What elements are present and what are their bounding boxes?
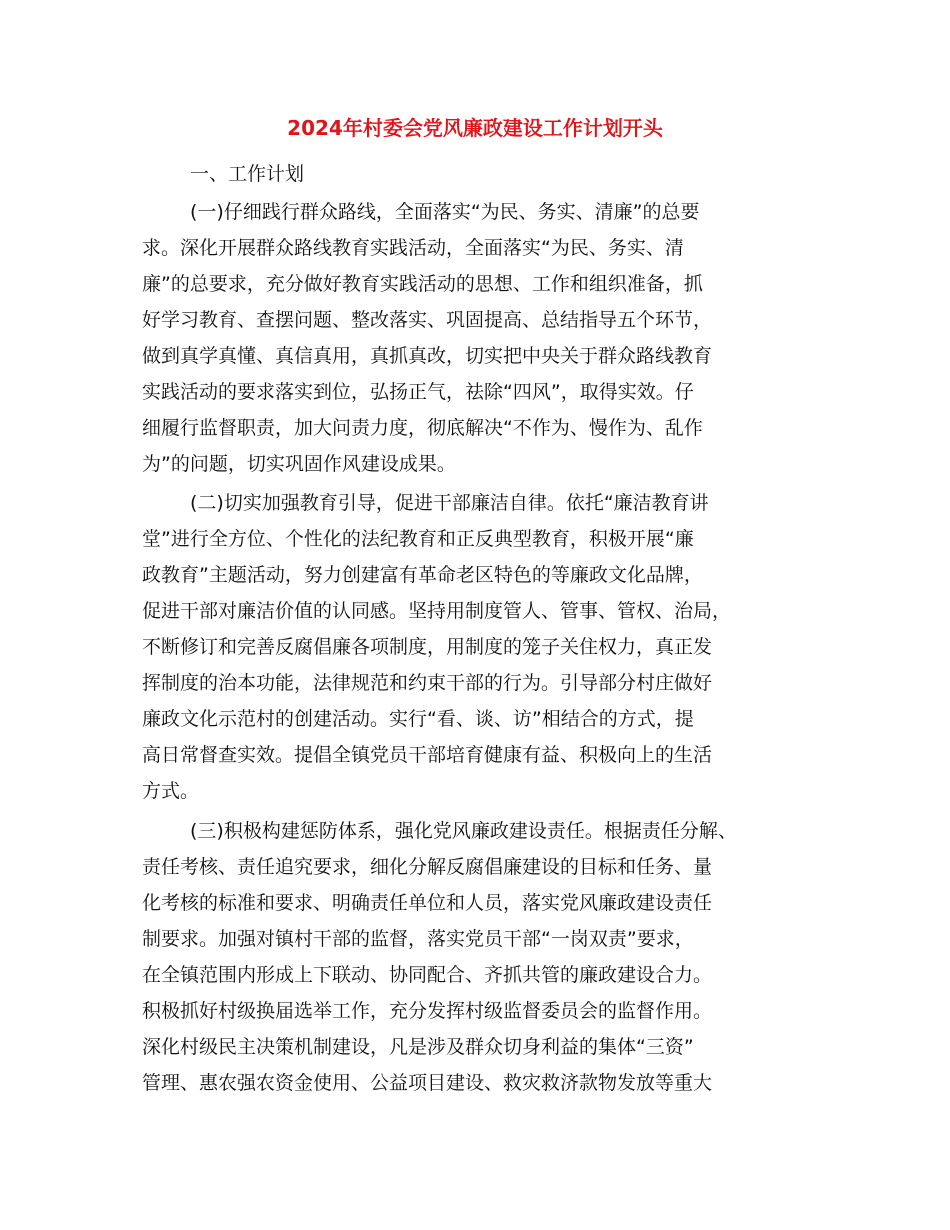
- paragraph-line: 细履行监督职责，加大问责力度，彻底解决“不作为、慢作为、乱作: [142, 417, 703, 439]
- paragraph-line: 化考核的标准和要求、明确责任单位和人员，落实党风廉政建设责任: [142, 892, 713, 914]
- paragraph-line: 责任考核、责任追究要求，细化分解反腐倡廉建设的目标和任务、量: [142, 856, 713, 878]
- paragraph-line: 廉政文化示范村的创建活动。实行“看、谈、访”相结合的方式，提: [142, 708, 694, 730]
- paragraph-line: 高日常督查实效。提倡全镇党员干部培育健康有益、积极向上的生活: [142, 744, 713, 766]
- paragraph-line: 在全镇范围内形成上下联动、协同配合、齐抓共管的廉政建设合力。: [142, 964, 713, 986]
- paragraph-line: 堂”进行全方位、个性化的法纪教育和正反典型教育，积极开展“廉: [142, 528, 694, 550]
- paragraph-line: (一)仔细践行群众路线，全面落实“为民、务实、清廉”的总要: [190, 201, 700, 223]
- paragraph-line: 为”的问题，切实巩固作风建设成果。: [142, 453, 456, 475]
- paragraph-line: 实践活动的要求落实到位，弘扬正气，祛除“四风”，取得实效。仔: [142, 381, 694, 403]
- paragraph-line: 方式。: [142, 780, 200, 802]
- paragraph-line: 好学习教育、查摆问题、整改落实、巩固提高、总结指导五个环节，: [142, 309, 713, 331]
- paragraph-line: 挥制度的治本功能，法律规范和约束干部的行为。引导部分村庄做好: [142, 672, 713, 694]
- paragraph-line: 管理、惠农强农资金使用、公益项目建设、救灾救济款物发放等重大: [142, 1072, 713, 1094]
- paragraph-line: (三)积极构建惩防体系，强化党风廉政建设责任。根据责任分解、: [190, 820, 737, 842]
- paragraph-line: 做到真学真懂、真信真用，真抓真改，切实把中央关于群众路线教育: [142, 345, 713, 367]
- paragraph-line: 积极抓好村级换届选举工作，充分发挥村级监督委员会的监督作用。: [142, 1000, 713, 1022]
- paragraph-line: (二)切实加强教育引导，促进干部廉洁自律。依托“廉洁教育讲: [190, 492, 709, 514]
- paragraph-line: 制要求。加强对镇村干部的监督，落实党员干部“一岗双责”要求，: [142, 928, 694, 950]
- paragraph-line: 廉”的总要求，充分做好教育实践活动的思想、工作和组织准备，抓: [142, 273, 703, 295]
- paragraph-line: 求。深化开展群众路线教育实践活动，全面落实“为民、务实、清: [142, 237, 684, 259]
- paragraph-line: 政教育”主题活动，努力创建富有革命老区特色的等廉政文化品牌，: [142, 564, 703, 586]
- paragraph-line: 深化村级民主决策机制建设，凡是涉及群众切身利益的集体“三资”: [142, 1036, 694, 1058]
- paragraph-line: 促进干部对廉洁价值的认同感。坚持用制度管人、管事、管权、治局，: [142, 600, 732, 622]
- section-heading-work-plan: 一、工作计划: [190, 163, 305, 185]
- document-title: 2024年村委会党风廉政建设工作计划开头: [287, 116, 663, 140]
- paragraph-line: 不断修订和完善反腐倡廉各项制度，用制度的笼子关住权力，真正发: [142, 636, 713, 658]
